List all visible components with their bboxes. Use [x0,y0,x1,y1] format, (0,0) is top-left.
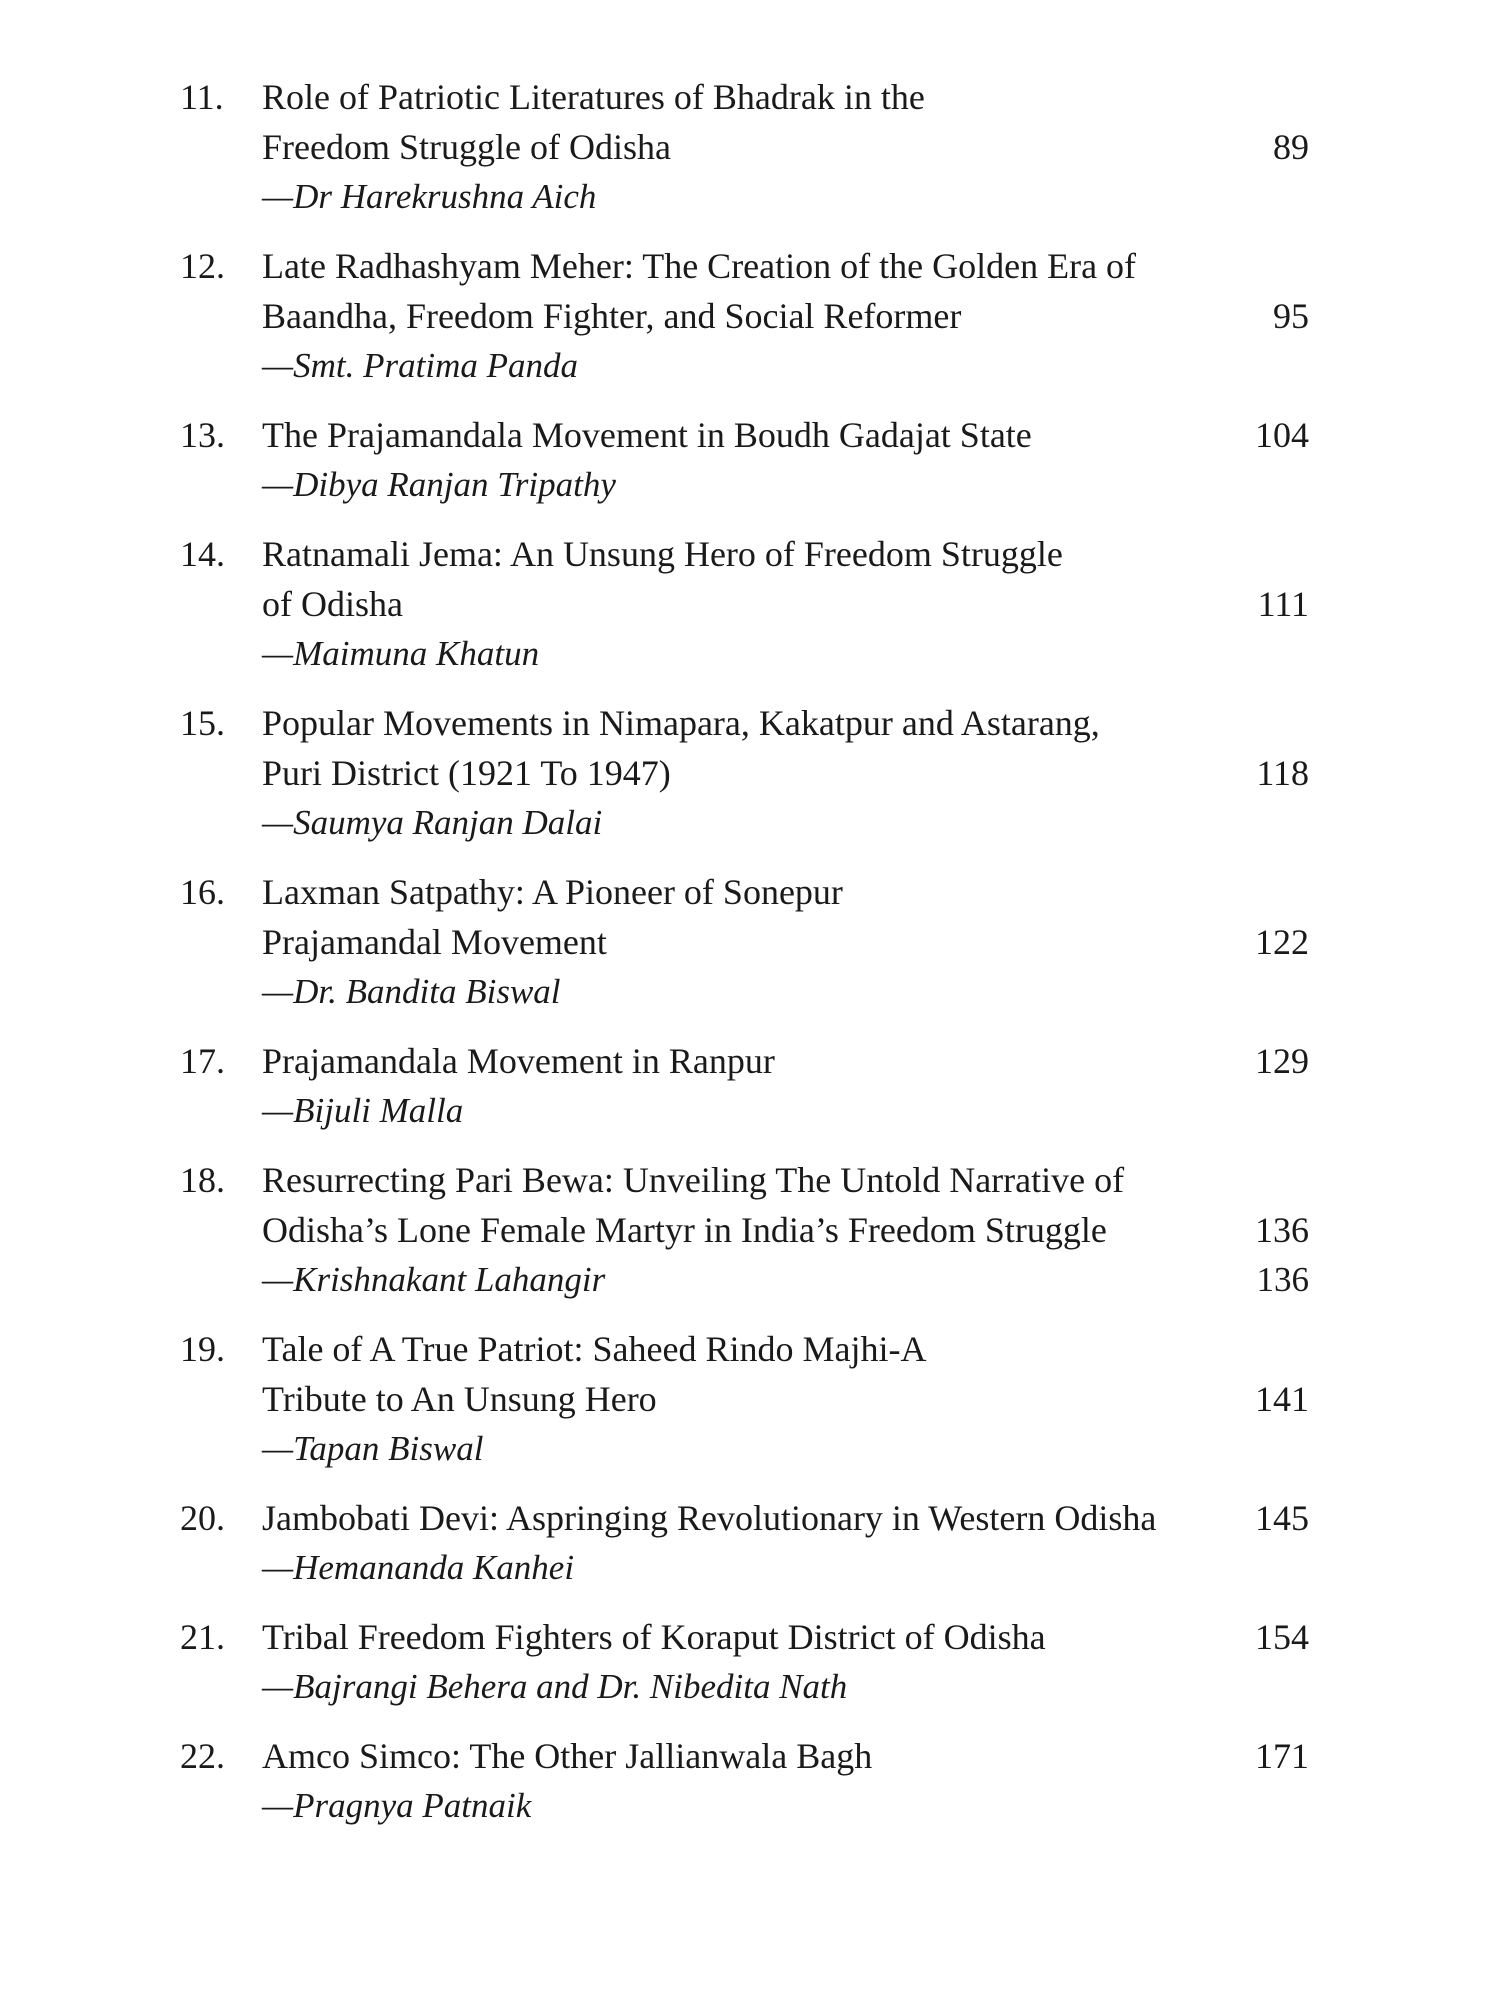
entry-author-line [0,1424,1500,1474]
entry-page-number: 154 [1255,1617,1309,1657]
entry-title: Prajamandal Movement [262,922,607,962]
entry-author: —Dr Harekrushna Aich [262,177,597,216]
entry-title-line [0,579,1500,629]
entry-title-line [0,1205,1500,1255]
entry-author: —Pragnya Patnaik [262,1786,532,1825]
entry-author-line [0,172,1500,222]
entry-number: 14. [180,534,225,574]
entry-title: Baandha, Freedom Fighter, and Social Reformer [262,296,962,336]
entry-title: The Prajamandala Movement in Boudh Gadajat State [262,415,1032,455]
entry-number: 16. [180,872,225,912]
entry-title-line [0,748,1500,798]
entry-title: Laxman Satpathy: A Pioneer of Sonepur [262,872,843,912]
entry-title: Resurrecting Pari Bewa: Unveiling The Untold Narrative of [262,1160,1125,1200]
entry-page-number: 104 [1255,415,1309,455]
entry-title-line [0,867,1500,917]
entry-author: —Saumya Ranjan Dalai [262,803,603,842]
entry-title-line [0,1036,1500,1086]
entry-title: Amco Simco: The Other Jallianwala Bagh [262,1736,873,1776]
entry-number: 20. [180,1498,225,1538]
entry-title: Odisha’s Lone Female Martyr in India’s Freedom Struggle [262,1210,1107,1250]
entry-author-line [0,629,1500,679]
entry-author: —Bajrangi Behera and Dr. Nibedita Nath [262,1667,848,1706]
toc-entry [0,1612,1500,1712]
entry-author-line [0,1543,1500,1593]
entry-title-line [0,1493,1500,1543]
entry-page-number: 145 [1255,1498,1309,1538]
entry-title-line [0,241,1500,291]
entry-author-line [0,1781,1500,1831]
entry-number: 19. [180,1329,225,1369]
entry-author: —Hemananda Kanhei [262,1548,575,1587]
entry-title: Tribal Freedom Fighters of Koraput District of Odisha [262,1617,1046,1657]
entry-page-number: 95 [1273,296,1309,336]
entry-title-line [0,917,1500,967]
entry-author: —Smt. Pratima Panda [262,346,578,385]
entry-title: Tribute to An Unsung Hero [262,1379,657,1419]
entry-title-line [0,1155,1500,1205]
entry-number: 15. [180,703,225,743]
entry-page-number: 171 [1255,1736,1309,1776]
toc-entry [0,867,1500,1017]
entry-page-number: 89 [1273,127,1309,167]
table-of-contents [0,72,1500,1850]
entry-author-line [0,341,1500,391]
entry-title: Role of Patriotic Literatures of Bhadrak in the [262,77,925,117]
entry-author-line [0,1086,1500,1136]
entry-author: —Maimuna Khatun [262,634,540,673]
entry-number: 13. [180,415,225,455]
entry-title-line [0,72,1500,122]
entry-title-line [0,529,1500,579]
toc-entry [0,1493,1500,1593]
entry-number: 11. [180,77,224,117]
entry-author: —Krishnakant Lahangir [262,1260,606,1299]
entry-author: —Dibya Ranjan Tripathy [262,465,616,504]
toc-entry [0,529,1500,679]
entry-page-number: 136 [1255,1210,1309,1250]
toc-entry [0,1155,1500,1305]
entry-author-line [0,1662,1500,1712]
entry-title: Freedom Struggle of Odisha [262,127,671,167]
entry-number: 18. [180,1160,225,1200]
entry-title-line [0,1374,1500,1424]
entry-number: 22. [180,1736,225,1776]
toc-entry [0,1036,1500,1136]
entry-title: Popular Movements in Nimapara, Kakatpur and Astarang, [262,703,1100,743]
entry-author-line [0,1255,1500,1305]
entry-page-number: 136 [1256,1260,1309,1299]
entry-title: Jambobati Devi: Aspringing Revolutionary in Western Odisha [262,1498,1157,1538]
entry-title: of Odisha [262,584,403,624]
entry-title-line [0,291,1500,341]
entry-title: Tale of A True Patriot: Saheed Rindo Majhi-A [262,1329,927,1369]
entry-number: 21. [180,1617,225,1657]
entry-title-line [0,122,1500,172]
entry-author: —Dr. Bandita Biswal [262,972,561,1011]
entry-page-number: 122 [1255,922,1309,962]
entry-title-line [0,1612,1500,1662]
entry-number: 12. [180,246,225,286]
entry-page-number: 118 [1256,753,1309,793]
toc-entry [0,1324,1500,1474]
entry-page-number: 141 [1255,1379,1309,1419]
entry-page-number: 129 [1255,1041,1309,1081]
entry-title-line [0,1731,1500,1781]
entry-author-line [0,798,1500,848]
toc-entry [0,698,1500,848]
toc-entry [0,410,1500,510]
toc-entry [0,1731,1500,1831]
entry-author-line [0,460,1500,510]
entry-title: Late Radhashyam Meher: The Creation of the Golden Era of [262,246,1137,286]
toc-entry [0,72,1500,222]
entry-title-line [0,410,1500,460]
entry-page-number: 111 [1257,584,1309,624]
entry-title-line [0,698,1500,748]
entry-author-line [0,967,1500,1017]
entry-title-line [0,1324,1500,1374]
entry-author: —Bijuli Malla [262,1091,464,1130]
toc-entry [0,241,1500,391]
entry-author: —Tapan Biswal [262,1429,484,1468]
entry-number: 17. [180,1041,225,1081]
entry-title: Puri District (1921 To 1947) [262,753,671,793]
entry-title: Ratnamali Jema: An Unsung Hero of Freedom Struggle [262,534,1063,574]
entry-title: Prajamandala Movement in Ranpur [262,1041,775,1081]
